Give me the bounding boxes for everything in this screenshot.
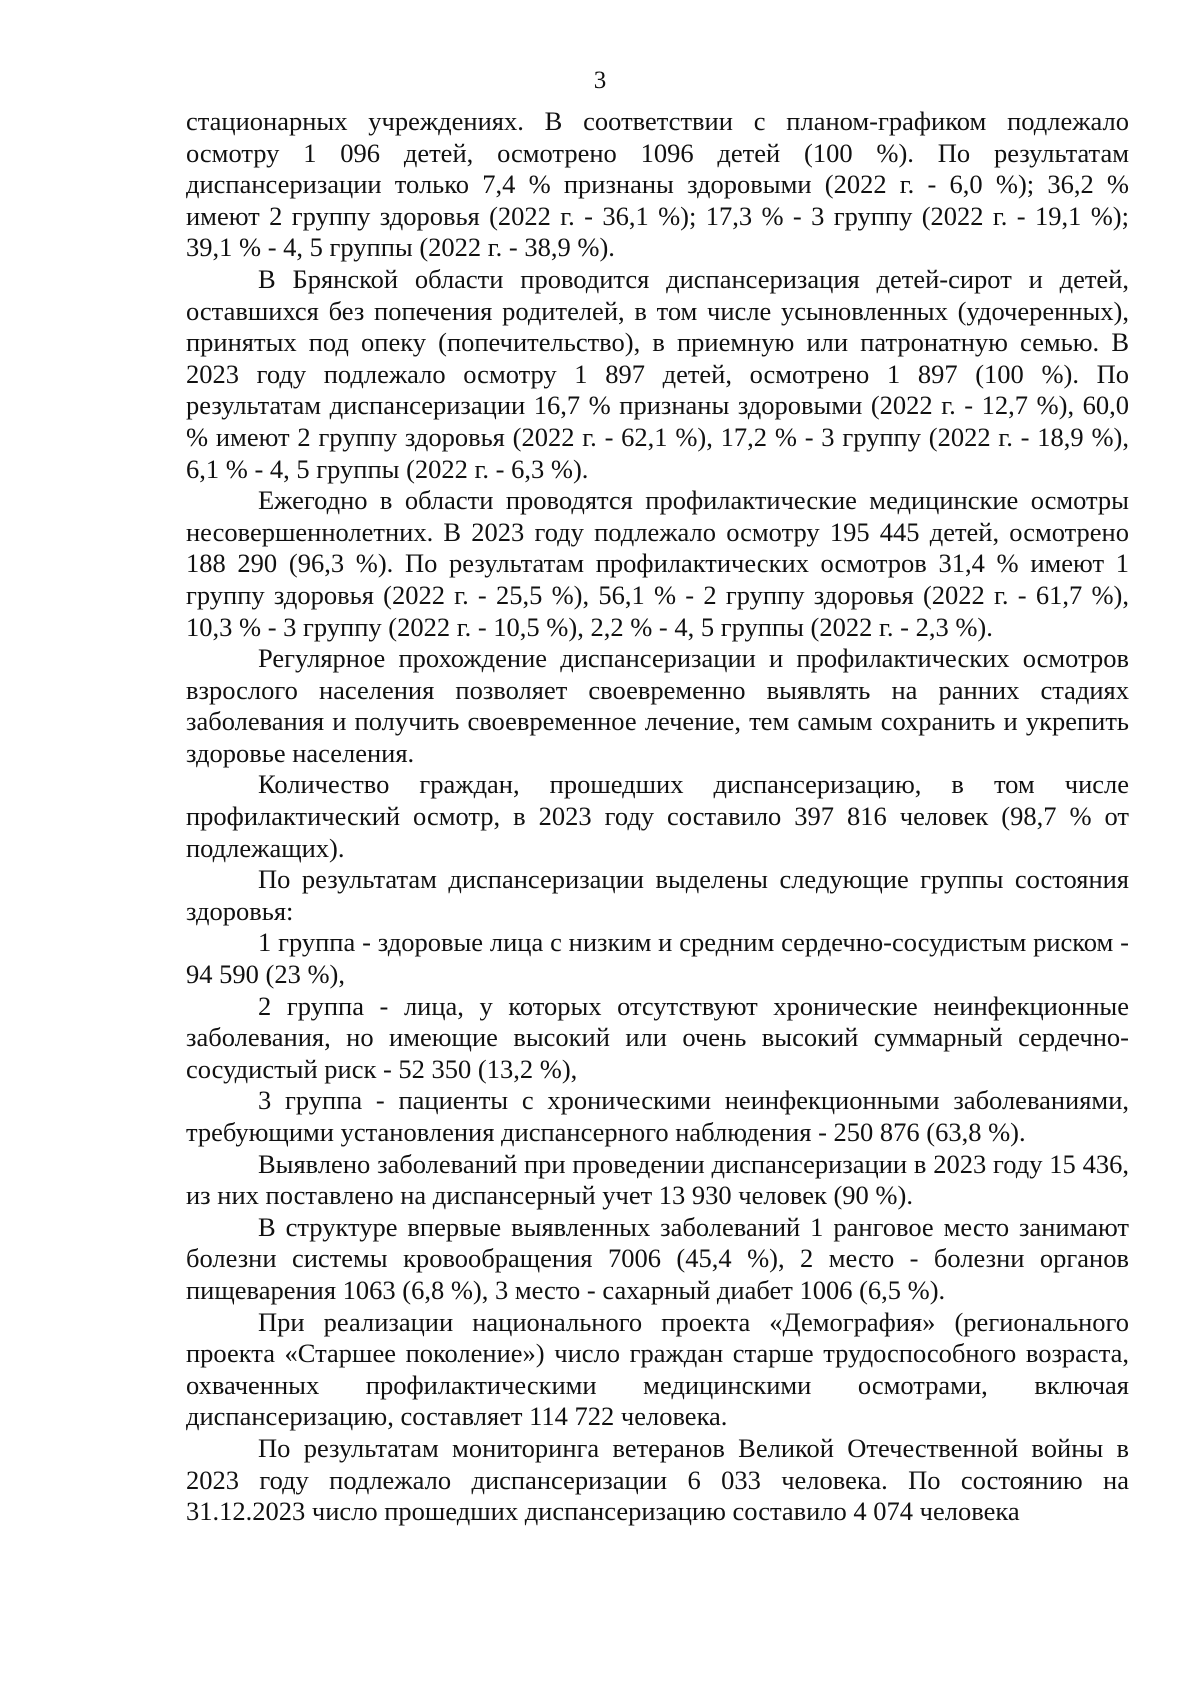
paragraph-continuation: стационарных учреждениях. В соответствии с планом-графиком подлежало осмотру 1 096 детей, осмотрено 1096 детей (100 %). По результатам диспансеризации только 7,4 % признаны здоровыми (2022 г. - 6,0 %); 36,2 % имеют 2 группу здоровья (2022 г. - 36,1 %); 17,3 % - 3 группу (2022 г. - 19,1 %); 39,1 % - 4, 5 группы (2022 г. - 38,9 %). (186, 106, 1129, 263)
paragraph-group-3: 3 группа - пациенты с хроническими неинфекционными заболеваниями, требующими установления диспансерного наблюдения - 250 876 (63,8 %). (186, 1085, 1129, 1147)
paragraph-adult-checkups: Регулярное прохождение диспансеризации и профилактических осмотров взрослого населения позволяет своевременно выявлять на ранних стадиях заболевания и получить своевременное лечение, тем самым сохранить и укрепить здоровье населения. (186, 643, 1129, 768)
paragraph-group-2: 2 группа - лица, у которых отсутствуют хронические неинфекционные заболевания, но имеющие высокий или очень высокий суммарный сердечно-сосудистый риск - 52 350 (13,2 %), (186, 990, 1129, 1084)
paragraph-group-1: 1 группа - здоровые лица с низким и средним сердечно-сосудистым риском - 94 590 (23 %), (186, 927, 1129, 990)
page-number: 3 (593, 67, 607, 94)
paragraph-health-groups-intro: По результатам диспансеризации выделены следующие группы состояния здоровья: (186, 864, 1129, 926)
paragraph-disease-structure: В структуре впервые выявленных заболеваний 1 ранговое место занимают болезни системы кровообращения 7006 (45,4 %), 2 место - болезни органов пищеварения 1063 (6,8 %), 3 место - сахарный диабет 1006 (6,5 %). (186, 1211, 1129, 1305)
paragraph-orphans-dispensary: В Брянской области проводится диспансеризация детей-сирот и детей, оставшихся без попечения родителей, в том числе усыновленных (удочеренных), принятых под опеку (попечительство), в приемную или патронатную семью. В 2023 году подлежало осмотру 1 897 детей, осмотрено 1 897 (100 %). По результатам диспансеризации 16,7 % признаны здоровыми (2022 г. - 12,7 %), 60,0 % имеют 2 группу здоровья (2022 г. - 62,1 %), 17,2 % - 3 группу (2022 г. - 18,9 %), 6,1 % - 4, 5 группы (2022 г. - 6,3 %). (186, 263, 1129, 484)
document-body (186, 106, 1129, 1528)
paragraph-citizens-count: Количество граждан, прошедших диспансеризацию, в том числе профилактический осмотр, в 2023 году составило 397 816 человек (98,7 % от подлежащих). (186, 769, 1129, 863)
paragraph-veterans-monitoring: По результатам мониторинга ветеранов Великой Отечественной войны в 2023 году подлежало диспансеризации 6 033 человека. По состоянию на 31.12.2023 число прошедших диспансеризацию составило 4 074 человека (186, 1432, 1129, 1527)
paragraph-minors-checkups: Ежегодно в области проводятся профилактические медицинские осмотры несовершеннолетних. В 2023 году подлежало осмотру 195 445 детей, осмотрено 188 290 (96,3 %). По результатам профилактических осмотров 31,4 % имеют 1 группу здоровья (2022 г. - 25,5 %), 56,1 % - 2 группу здоровья (2022 г. - 61,7 %), 10,3 % - 3 группу (2022 г. - 10,5 %), 2,2 % - 4, 5 группы (2022 г. - 2,3 %). (186, 485, 1129, 642)
paragraph-demography-project: При реализации национального проекта «Демография» (регионального проекта «Старшее поколение») число граждан старше трудоспособного возраста, охваченных профилактическими медицинскими осмотрами, включая диспансеризацию, составляет 114 722 человека. (186, 1306, 1129, 1432)
paragraph-detected-diseases: Выявлено заболеваний при проведении диспансеризации в 2023 году 15 436, из них поставлено на диспансерный учет 13 930 человек (90 %). (186, 1148, 1129, 1211)
